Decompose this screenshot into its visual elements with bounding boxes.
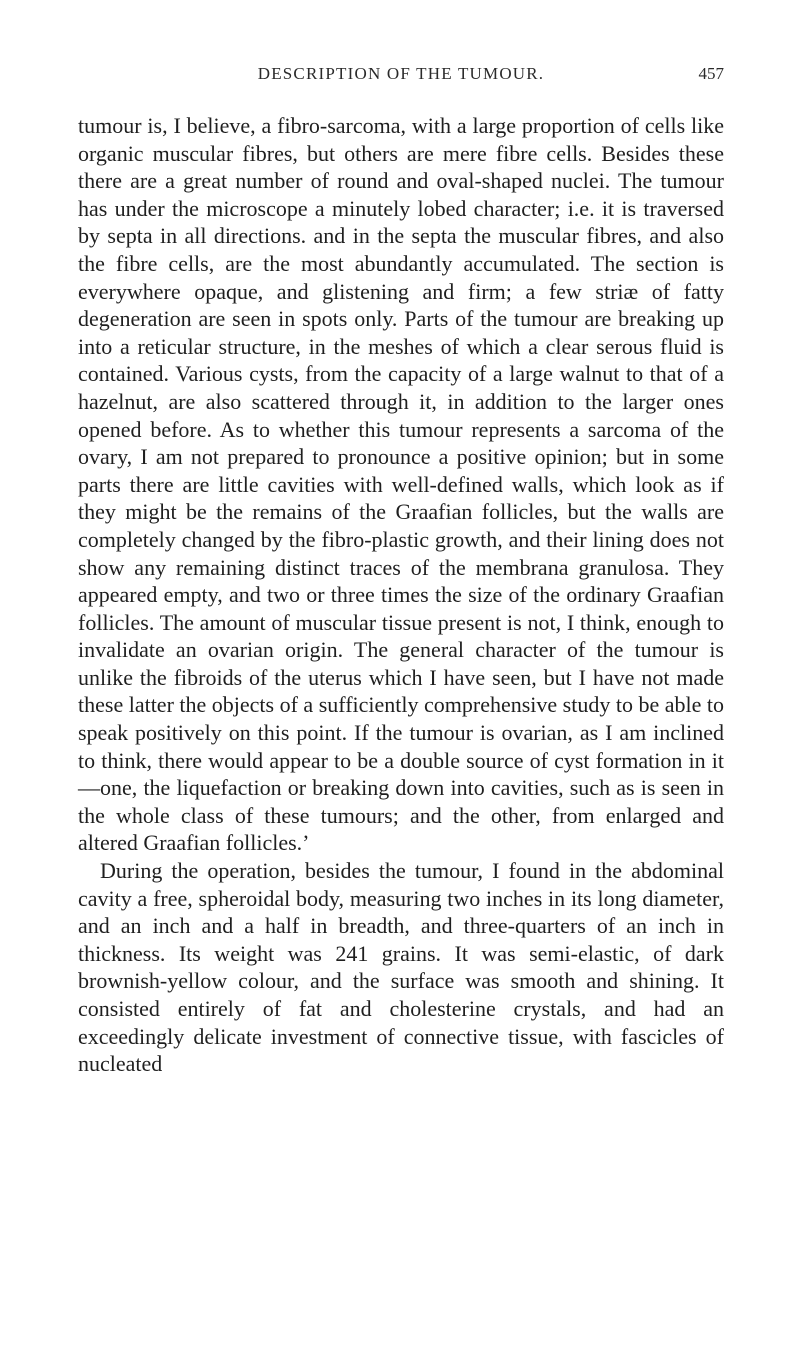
running-title: DESCRIPTION OF THE TUMOUR.	[257, 64, 545, 83]
running-head	[78, 64, 724, 88]
paragraph-operation: During the operation, besides the tumour, I found in the abdominal cavity a free, spheroidal body, measuring two inches in its long diameter, and an inch and a half in breadth, and three-quarters of an inch in thickness. Its weight was 241 grains. It was semi-elastic, of dark brownish-yellow colour, and the surface was smooth and shining. It consisted entirely of fat and cholesterine crystals, and had an exceedingly delicate investment of connective tissue, with fascicles of nucleated	[78, 858, 724, 1077]
page-number: 457	[698, 64, 724, 83]
body-text	[78, 112, 724, 1078]
paragraph-continued: tumour is, I believe, a fibro-sarcoma, with a large proportion of cells like organic muscular fibres, but others are mere fibre cells. Besides these there are a great number of round and oval-shaped nuclei. The tumour has under the microscope a minutely lobed character; i.e. it is traversed by septa in all directions. and in the septa the muscular fibres, and also the fibre cells, are the most abundantly accumulated. The section is everywhere opaque, and glistening and firm; a few striæ of fatty degeneration are seen in spots only. Parts of the tumour are breaking up into a reticular structure, in the meshes of which a clear serous fluid is contained. Various cysts, from the capacity of a large walnut to that of a hazelnut, are also scattered through it, in addition to the larger ones opened before. As to whether this tumour represents a sarcoma of the ovary, I am not prepared to pronounce a positive opinion; but in some parts there are little cavities with well-defined walls, which look as if they might be the remains of the Graafian follicles, but the walls are completely changed by the fibro-plastic growth, and their lining does not show any remaining distinct traces of the membrana granulosa. They appeared empty, and two or three times the size of the ordinary Graafian follicles. The amount of muscular tissue present is not, I think, enough to invalidate an ovarian origin. The general character of the tumour is unlike the fibroids of the uterus which I have seen, but I have not made these latter the objects of a sufficiently comprehensive study to be able to speak positively on this point. If the tumour is ovarian, as I am inclined to think, there would appear to be a double source of cyst formation in it—one, the liquefaction or breaking down into cavities, such as is seen in the whole class of these tumours; and the other, from enlarged and altered Graafian follicles.’	[78, 113, 724, 856]
